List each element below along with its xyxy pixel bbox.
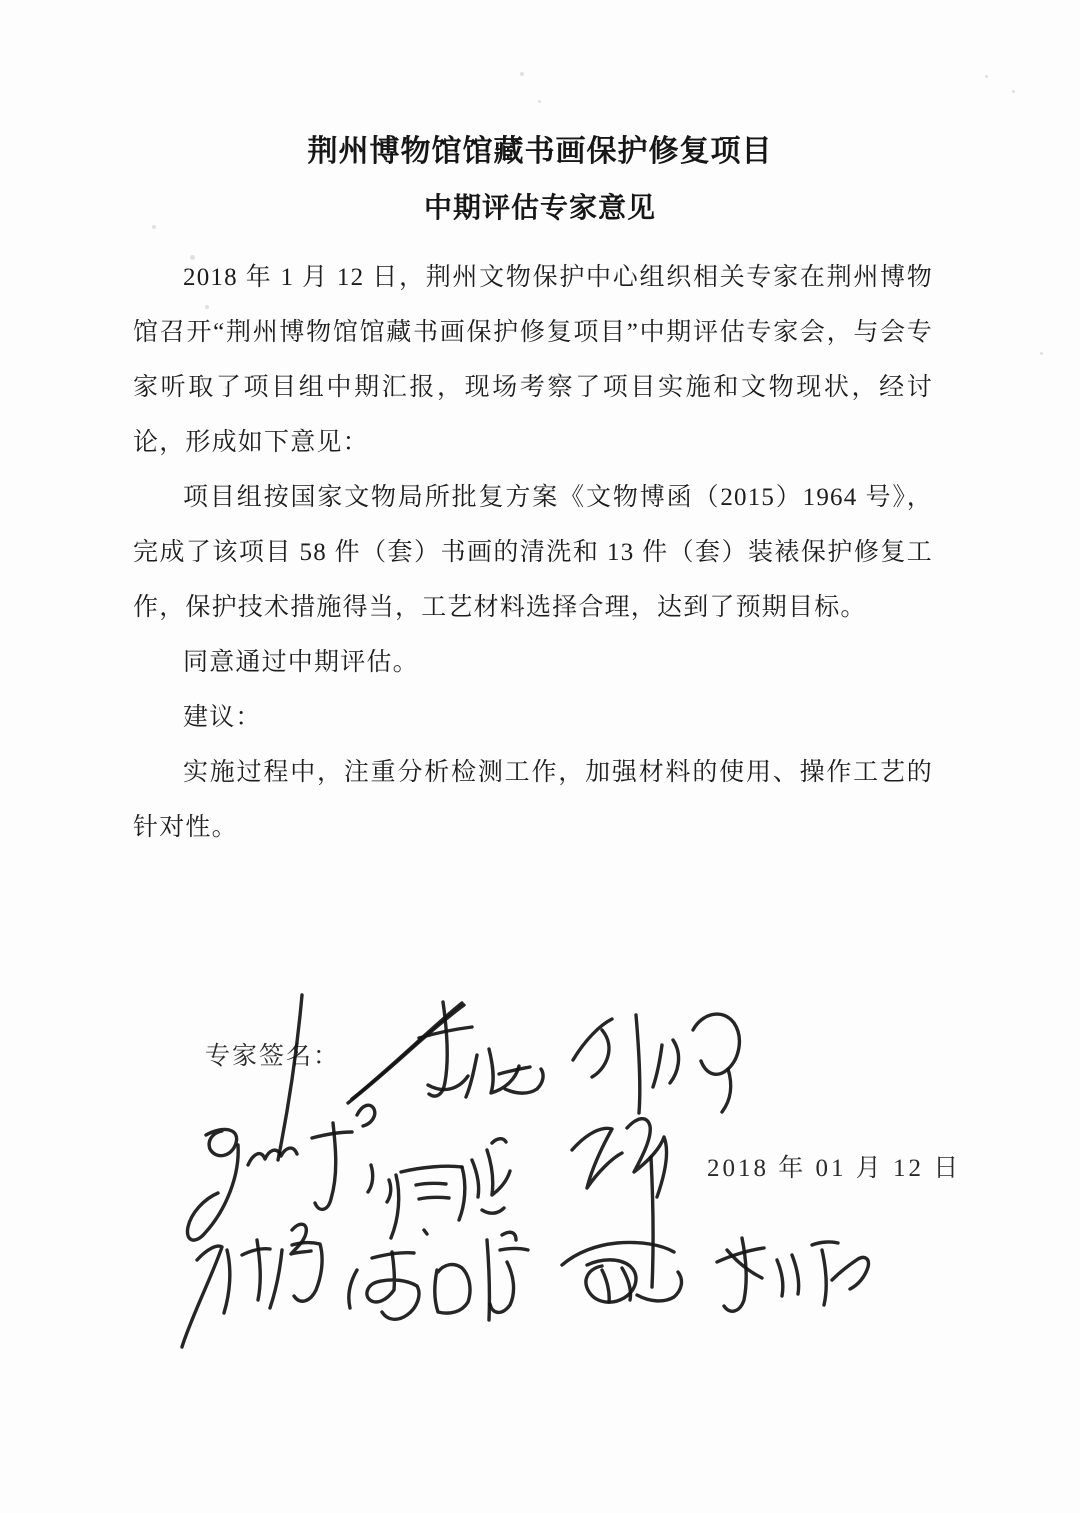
- expert-signature-7: [349, 1232, 528, 1320]
- expert-signature-2: [573, 1014, 739, 1113]
- scan-noise-speck: [1012, 90, 1015, 93]
- paragraph-suggestion-heading: 建议：: [183, 704, 262, 731]
- expert-signature-4: [391, 1139, 510, 1238]
- handwritten-signatures: [0, 975, 1080, 1395]
- expert-signature-3: [187, 1105, 427, 1254]
- expert-signature-label: 专家签名：: [205, 1043, 341, 1070]
- document-subtitle: 中期评估专家意见: [423, 192, 656, 223]
- document-body: [133, 250, 933, 855]
- paragraph-approval: 同意通过中期评估。: [183, 649, 419, 676]
- expert-signature-9: [717, 1238, 868, 1311]
- paragraph-suggestion-body: 实施过程中，注重分析检测工作，加强材料的使用、操作工艺的针对性。: [133, 759, 933, 841]
- scan-noise-speck: [520, 72, 524, 76]
- signature-date: 2018 年 01 月 12 日: [707, 1155, 962, 1182]
- paragraph-meeting-intro: 2018 年 1 月 12 日，荆州文物保护中心组织相关专家在荆州博物馆召开“荆州博物馆馆藏书画保护修复项目”中期评估专家会，与会专家听取了项目组中期汇报，现场考察了项目实施和文物现状，经讨论，形成如下意见：: [133, 264, 933, 456]
- expert-signature-1: [348, 1002, 543, 1103]
- paragraph-project-progress: 项目组按国家文物局所批复方案《文物博函（2015）1964 号》，完成了该项目 58 件（套）书画的清洗和 13 件（套）装裱保护修复工作，保护技术措施得当，工艺材料选择合理，达到了预期目标。: [133, 484, 933, 621]
- expert-signature-8: [562, 1242, 681, 1302]
- pen-stroke-flourish: [278, 995, 302, 1160]
- scan-noise-speck: [538, 100, 541, 103]
- document-title: 荆州博物馆馆藏书画保护修复项目: [307, 135, 773, 168]
- expert-signature-6: [182, 1240, 322, 1347]
- scan-noise-speck: [985, 75, 988, 78]
- scan-noise-speck: [1040, 352, 1043, 355]
